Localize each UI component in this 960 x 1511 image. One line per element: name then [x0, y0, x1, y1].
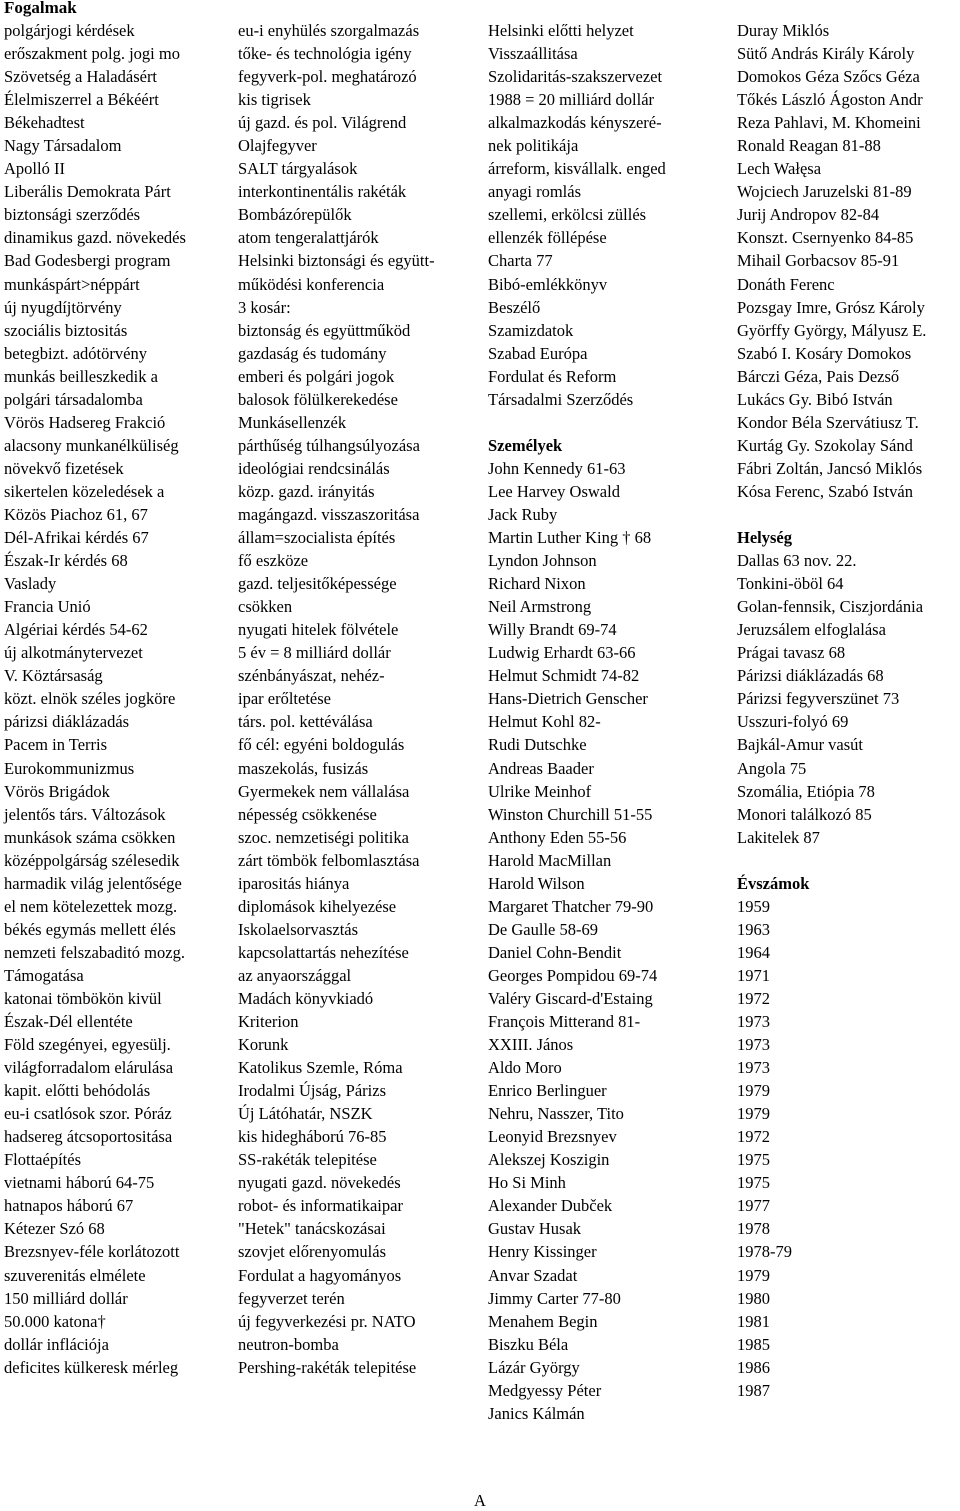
list-item: Új Látóhatár, NSZK	[238, 1104, 373, 1124]
list-item: szoc. nemzetiségi politika	[238, 827, 409, 847]
list-item: Rudi Dutschke	[488, 735, 587, 755]
years-list	[737, 895, 959, 1402]
list-item: Wojciech Jaruzelski 81-89	[737, 182, 912, 202]
list-item: Helsinki biztonsági és együtt-	[238, 251, 435, 271]
list-item: Tonkini-öböl 64	[737, 574, 844, 594]
list-item: robot- és informatikaipar	[238, 1196, 403, 1216]
page-footer-letter: A	[474, 1491, 486, 1510]
list-item: zárt tömbök felbomlasztása	[238, 850, 420, 870]
list-item: ellenzék föllépése	[488, 228, 607, 248]
list-item: szociális biztositás	[4, 320, 128, 340]
list-item: Leonyid Brezsnyev	[488, 1127, 617, 1147]
list-item: 1979	[737, 1104, 770, 1124]
list-item: magángazd. visszaszoritása	[238, 504, 420, 524]
list-item: Vörös Hadsereg Frakció	[4, 412, 166, 432]
list-item: gazdaság és tudomány	[238, 343, 387, 363]
list-item: Társadalmi Szerződés	[488, 389, 634, 409]
list-item: új gazd. és pol. Világrend	[238, 113, 407, 133]
list-item: harmadik világ jelentősége	[4, 873, 182, 893]
list-item: John Kennedy 61-63	[488, 458, 626, 478]
list-item: békés egymás mellett élés	[4, 919, 176, 939]
list-item: Henry Kissinger	[488, 1242, 597, 1262]
list-item: szénbányászat, nehéz-	[238, 666, 385, 686]
list-item: 1972	[737, 988, 770, 1008]
list-item: Apolló II	[4, 159, 65, 179]
list-item: 1985	[737, 1334, 770, 1354]
list-item: 1959	[737, 896, 770, 916]
list-item: Észak-Ir kérdés 68	[4, 551, 128, 571]
list-item: 1979	[737, 1081, 770, 1101]
list-item: közp. gazd. irányitás	[238, 481, 375, 501]
list-item: Neil Armstrong	[488, 597, 592, 617]
list-item: 3 kosár:	[238, 297, 291, 317]
list-item: nyugati hitelek fölvétele	[238, 620, 399, 640]
list-item: Hans-Dietrich Genscher	[488, 689, 648, 709]
list-item: Daniel Cohn-Bendit	[488, 942, 622, 962]
list-item: szovjet előrenyomulás	[238, 1242, 387, 1262]
list-item: Francia Unió	[4, 597, 91, 617]
list-item: 50.000 katona†	[4, 1311, 106, 1331]
list-item: Sütő András Király Károly	[737, 44, 915, 64]
list-item: Ulrike Meinhof	[488, 781, 592, 801]
list-item: V. Köztársaság	[4, 666, 103, 686]
list-item: kis hidegháború 76-85	[238, 1127, 387, 1147]
list-item: Fordulat a hagyományos	[238, 1265, 402, 1285]
list-item: Fábri Zoltán, Jancsó Miklós	[737, 458, 923, 478]
list-item: társ. pol. kettéválása	[238, 712, 373, 732]
list-item: Kurtág Gy. Szokolay Sánd	[737, 435, 913, 455]
places-list	[737, 549, 959, 849]
list-item: Észak-Dél ellentéte	[4, 1012, 133, 1032]
list-item: Tőkés László Ágoston Andr	[737, 90, 923, 110]
list-item: Liberális Demokrata Párt	[4, 182, 171, 202]
list-item: ideológiai rendcsinálás	[238, 458, 390, 478]
list-item: Békehadtest	[4, 113, 85, 133]
section-spacer	[737, 849, 959, 872]
list-item: maszekolás, fusizás	[238, 758, 369, 778]
list-item: új fegyverkezési pr. NATO	[238, 1311, 416, 1331]
list-item: Munkásellenzék	[238, 412, 347, 432]
list-item: 1977	[737, 1196, 770, 1216]
list-item: Irodalmi Újság, Párizs	[238, 1081, 387, 1101]
list-item: Konszt. Csernyenko 84-85	[737, 228, 914, 248]
list-item: Angola 75	[737, 758, 807, 778]
section-title-places: Helység	[737, 528, 792, 548]
list-item: Nehru, Nasszer, Tito	[488, 1104, 624, 1124]
list-item: Helmut Kohl 82-	[488, 712, 601, 732]
list-item: középpolgárság szélesedik	[4, 850, 180, 870]
list-item: szuverenitás elmélete	[4, 1265, 146, 1285]
list-item: Föld szegényei, egyesülj.	[4, 1035, 171, 1055]
list-item: alkalmazkodás kényszeré-	[488, 113, 662, 133]
list-item: Usszuri-folyó 69	[737, 712, 849, 732]
list-item: Medgyessy Péter	[488, 1380, 602, 1400]
list-item: új nyugdíjtörvény	[4, 297, 122, 317]
list-item: fő eszköze	[238, 551, 309, 571]
list-item: kis tigrisek	[238, 90, 311, 110]
list-item: Dél-Afrikai kérdés 67	[4, 528, 149, 548]
list-item: Visszaállitása	[488, 44, 578, 64]
list-item: Golan-fennsik, Ciszjordánia	[737, 597, 924, 617]
list-item: De Gaulle 58-69	[488, 919, 598, 939]
list-item: Kondor Béla Szervátiusz T.	[737, 412, 919, 432]
list-item: Iskolaelsorvasztás	[238, 919, 359, 939]
list-item: SALT tárgyalások	[238, 159, 358, 179]
list-item: eu-i csatlósok szor. Póráz	[4, 1104, 172, 1124]
list-item: Willy Brandt 69-74	[488, 620, 617, 640]
list-item: Flottaépítés	[4, 1150, 81, 1170]
list-item: Martin Luther King † 68	[488, 528, 652, 548]
column-3	[488, 19, 666, 1425]
list-item: Jack Ruby	[488, 504, 558, 524]
list-item: Párizsi fegyverszünet 73	[737, 689, 900, 709]
list-item: fegyverzet terén	[238, 1288, 345, 1308]
list-item: alacsony munkanélküliség	[4, 435, 179, 455]
list-item: kapit. előtti behódolás	[4, 1081, 151, 1101]
list-item: Anvar Szadat	[488, 1265, 578, 1285]
list-item: Charta 77	[488, 251, 553, 271]
list-item: biztonsági szerződés	[4, 205, 141, 225]
list-item: világforradalom elárulása	[4, 1058, 174, 1078]
list-item: erőszakment polg. jogi mo	[4, 44, 180, 64]
list-item: Beszélő	[488, 297, 541, 317]
list-item: Janics Kálmán	[488, 1403, 585, 1423]
list-item: az anyaországgal	[238, 965, 352, 985]
list-item: Vörös Brigádok	[4, 781, 110, 801]
list-item: közt. elnök széles jogköre	[4, 689, 176, 709]
list-item: 1971	[737, 965, 770, 985]
list-item: Winston Churchill 51-55	[488, 804, 653, 824]
list-item: Fordulat és Reform	[488, 366, 617, 386]
list-item: 1975	[737, 1150, 770, 1170]
list-item: Lázár György	[488, 1357, 580, 1377]
list-item: Pozsgay Imre, Grósz Károly	[737, 297, 925, 317]
section-title-years: Évszámok	[737, 873, 810, 893]
column-concepts-1	[4, 19, 186, 1379]
list-item: dollár inflációja	[4, 1334, 109, 1354]
list-item: Harold Wilson	[488, 873, 585, 893]
list-item: Georges Pompidou 69-74	[488, 965, 658, 985]
list-item: Pershing-rakéták telepitése	[238, 1357, 417, 1377]
list-item: eu-i enyhülés szorgalmazás	[238, 21, 420, 40]
list-item: árreform, kisvállalk. enged	[488, 159, 666, 179]
list-item: 1972	[737, 1127, 770, 1147]
list-item: Kétezer Szó 68	[4, 1219, 105, 1239]
list-item: Harold MacMillan	[488, 850, 612, 870]
column-concepts-2	[238, 19, 435, 1379]
list-item: Duray Miklós	[737, 21, 830, 40]
list-item: Reza Pahlavi, M. Khomeini	[737, 113, 921, 133]
list-item: Ludwig Erhardt 63-66	[488, 643, 636, 663]
list-item: 150 milliárd dollár	[4, 1288, 128, 1308]
list-item: Dallas 63 nov. 22.	[737, 551, 857, 571]
list-item: munkás beilleszkedik a	[4, 366, 158, 386]
list-item: állam=szocialista építés	[238, 528, 396, 548]
list-item: 1964	[737, 942, 770, 962]
list-item: Szövetség a Haladásért	[4, 67, 158, 87]
list-item: deficites külkeresk mérleg	[4, 1357, 179, 1377]
list-item: Szomália, Etiópia 78	[737, 781, 875, 801]
list-item: biztonság és együttműköd	[238, 320, 411, 340]
list-item: vietnami háború 64-75	[4, 1173, 155, 1193]
list-item: Nagy Társadalom	[4, 136, 122, 156]
list-item: 1981	[737, 1311, 770, 1331]
list-item: szellemi, erkölcsi züllés	[488, 205, 647, 225]
list-item: hatnapos háború 67	[4, 1196, 134, 1216]
list-item: Ronald Reagan 81-88	[737, 136, 881, 156]
list-item: nyugati gazd. növekedés	[238, 1173, 401, 1193]
list-item: 1973	[737, 1012, 770, 1032]
list-item: polgárjogi kérdések	[4, 21, 135, 40]
column-4-persons	[737, 19, 959, 503]
list-item: Helsinki előtti helyzet	[488, 21, 634, 40]
list-item: Algériai kérdés 54-62	[4, 620, 148, 640]
list-item: François Mitterand 81-	[488, 1012, 641, 1032]
list-item: Szamizdatok	[488, 320, 574, 340]
list-item: Prágai tavasz 68	[737, 643, 846, 663]
list-item: Bajkál-Amur vasút	[737, 735, 864, 755]
list-item: 1973	[737, 1058, 770, 1078]
list-item: Aldo Moro	[488, 1058, 562, 1078]
list-item: Biszku Béla	[488, 1334, 569, 1354]
list-item: Alexander Dubček	[488, 1196, 613, 1216]
list-item: Alekszej Koszigin	[488, 1150, 610, 1170]
list-item: Katolikus Szemle, Róma	[238, 1058, 403, 1078]
list-item: Szabó I. Kosáry Domokos	[737, 343, 912, 363]
list-item: Bibó-emlékkönyv	[488, 274, 608, 294]
list-item: gazd. teljesitőképessége	[238, 574, 397, 594]
section-title-persons: Személyek	[488, 435, 563, 455]
list-item: 1973	[737, 1035, 770, 1055]
list-item: Lee Harvey Oswald	[488, 481, 620, 501]
list-item: Helmut Schmidt 74-82	[488, 666, 640, 686]
list-item: emberi és polgári jogok	[238, 366, 395, 386]
list-item: hadsereg átcsoportositása	[4, 1127, 173, 1147]
list-item: Szabad Európa	[488, 343, 588, 363]
list-item: Richard Nixon	[488, 574, 586, 594]
list-item: SS-rakéták telepitése	[238, 1150, 377, 1170]
list-item: Andreas Baader	[488, 758, 594, 778]
list-item: 1978	[737, 1219, 770, 1239]
list-item: balosok fölülkerekedése	[238, 389, 398, 409]
list-item: népesség csökkenése	[238, 804, 377, 824]
list-item: Brezsnyev-féle korlátozott	[4, 1242, 180, 1262]
list-item: tőke- és technológia igény	[238, 44, 412, 64]
list-item: Olajfegyver	[238, 136, 317, 156]
list-item: Margaret Thatcher 79-90	[488, 896, 654, 916]
page-heading: Fogalmak	[4, 0, 77, 17]
list-item: Vaslady	[4, 574, 57, 594]
list-item: Bad Godesbergi program	[4, 251, 171, 271]
list-item: Menahem Begin	[488, 1311, 598, 1331]
list-item: Korunk	[238, 1035, 289, 1055]
list-item: jelentős társ. Változások	[4, 804, 166, 824]
list-item: Pacem in Terris	[4, 735, 108, 755]
section-spacer	[737, 503, 959, 526]
list-item: XXIII. János	[488, 1035, 574, 1055]
list-item: csökken	[238, 597, 293, 617]
list-item: 1986	[737, 1357, 770, 1377]
list-item: 1988 = 20 milliárd dollár	[488, 90, 655, 110]
list-item: Szolidaritás-szakszervezet	[488, 67, 663, 87]
list-item: Lukács Gy. Bibó István	[737, 389, 893, 409]
list-item: működési konferencia	[238, 274, 385, 294]
list-item: dinamikus gazd. növekedés	[4, 228, 186, 248]
list-item: új alkotmánytervezet	[4, 643, 143, 663]
list-item: betegbizt. adótörvény	[4, 343, 147, 363]
list-item: Eurokommunizmus	[4, 758, 135, 778]
list-item: Jeruzsálem elfoglalása	[737, 620, 886, 640]
list-item: Bárczi Géza, Pais Dezső	[737, 366, 900, 386]
list-item: 1975	[737, 1173, 770, 1193]
list-item: Madách könyvkiadó	[238, 988, 374, 1008]
section-spacer	[488, 411, 666, 434]
list-item: anyagi romlás	[488, 182, 582, 202]
list-item: iparositás hiánya	[238, 873, 350, 893]
list-item: kapcsolattartás nehezítése	[238, 942, 409, 962]
list-item: Györffy György, Mályusz E.	[737, 320, 927, 340]
list-item: 1978-79	[737, 1242, 792, 1262]
list-item: Lakitelek 87	[737, 827, 820, 847]
list-item: Gustav Husak	[488, 1219, 582, 1239]
list-item: sikertelen közeledések a	[4, 481, 165, 501]
list-item: Domokos Géza Szőcs Géza	[737, 67, 920, 87]
list-item: 1963	[737, 919, 770, 939]
list-item: Ho Si Minh	[488, 1173, 566, 1193]
list-item: Jimmy Carter 77-80	[488, 1288, 621, 1308]
list-item: Gyermekek nem vállalása	[238, 781, 410, 801]
list-item: párthűség túlhangsúlyozása	[238, 435, 420, 455]
list-item: fő cél: egyéni boldogulás	[238, 735, 405, 755]
list-item: diplomások kihelyezése	[238, 896, 397, 916]
list-item: Lech Wałęsa	[737, 159, 822, 179]
list-item: párizsi diáklázadás	[4, 712, 130, 732]
list-item: Bombázórepülők	[238, 205, 352, 225]
column-3-concepts	[488, 19, 666, 411]
list-item: "Hetek" tanácskozásai	[238, 1219, 386, 1239]
column-4	[737, 19, 959, 1402]
list-item: el nem kötelezettek mozg.	[4, 896, 178, 916]
list-item: munkáspárt>néppárt	[4, 274, 140, 294]
list-item: Monori találkozó 85	[737, 804, 872, 824]
list-item: munkások száma csökken	[4, 827, 176, 847]
list-item: Közös Piachoz 61, 67	[4, 504, 148, 524]
list-item: Kósa Ferenc, Szabó István	[737, 481, 913, 501]
list-item: ipar erőltetése	[238, 689, 331, 709]
list-item: 1987	[737, 1380, 770, 1400]
list-item: katonai tömbökön kivül	[4, 988, 162, 1008]
list-item: interkontinentális rakéták	[238, 182, 407, 202]
list-item: Élelmiszerrel a Békéért	[4, 90, 159, 110]
list-item: atom tengeralattjárók	[238, 228, 379, 248]
list-item: 1980	[737, 1288, 770, 1308]
list-item: Jurij Andropov 82-84	[737, 205, 880, 225]
list-item: Párizsi diáklázadás 68	[737, 666, 884, 686]
list-item: Donáth Ferenc	[737, 274, 835, 294]
list-item: 1979	[737, 1265, 770, 1285]
list-item: 5 év = 8 milliárd dollár	[238, 643, 391, 663]
list-item: Enrico Berlinguer	[488, 1081, 607, 1101]
list-item: Támogatása	[4, 965, 84, 985]
list-item: fegyverk-pol. meghatározó	[238, 67, 417, 87]
list-item: Anthony Eden 55-56	[488, 827, 627, 847]
list-item: növekvő fizetések	[4, 458, 124, 478]
list-item: Mihail Gorbacsov 85-91	[737, 251, 900, 271]
list-item: Lyndon Johnson	[488, 551, 597, 571]
list-item: nek politikája	[488, 136, 579, 156]
list-item: neutron-bomba	[238, 1334, 339, 1354]
persons-list	[488, 457, 666, 1425]
list-item: polgári társadalomba	[4, 389, 143, 409]
list-item: nemzeti felszabaditó mozg.	[4, 942, 185, 962]
list-item: Kriterion	[238, 1012, 299, 1032]
list-item: Valéry Giscard-d'Estaing	[488, 988, 653, 1008]
